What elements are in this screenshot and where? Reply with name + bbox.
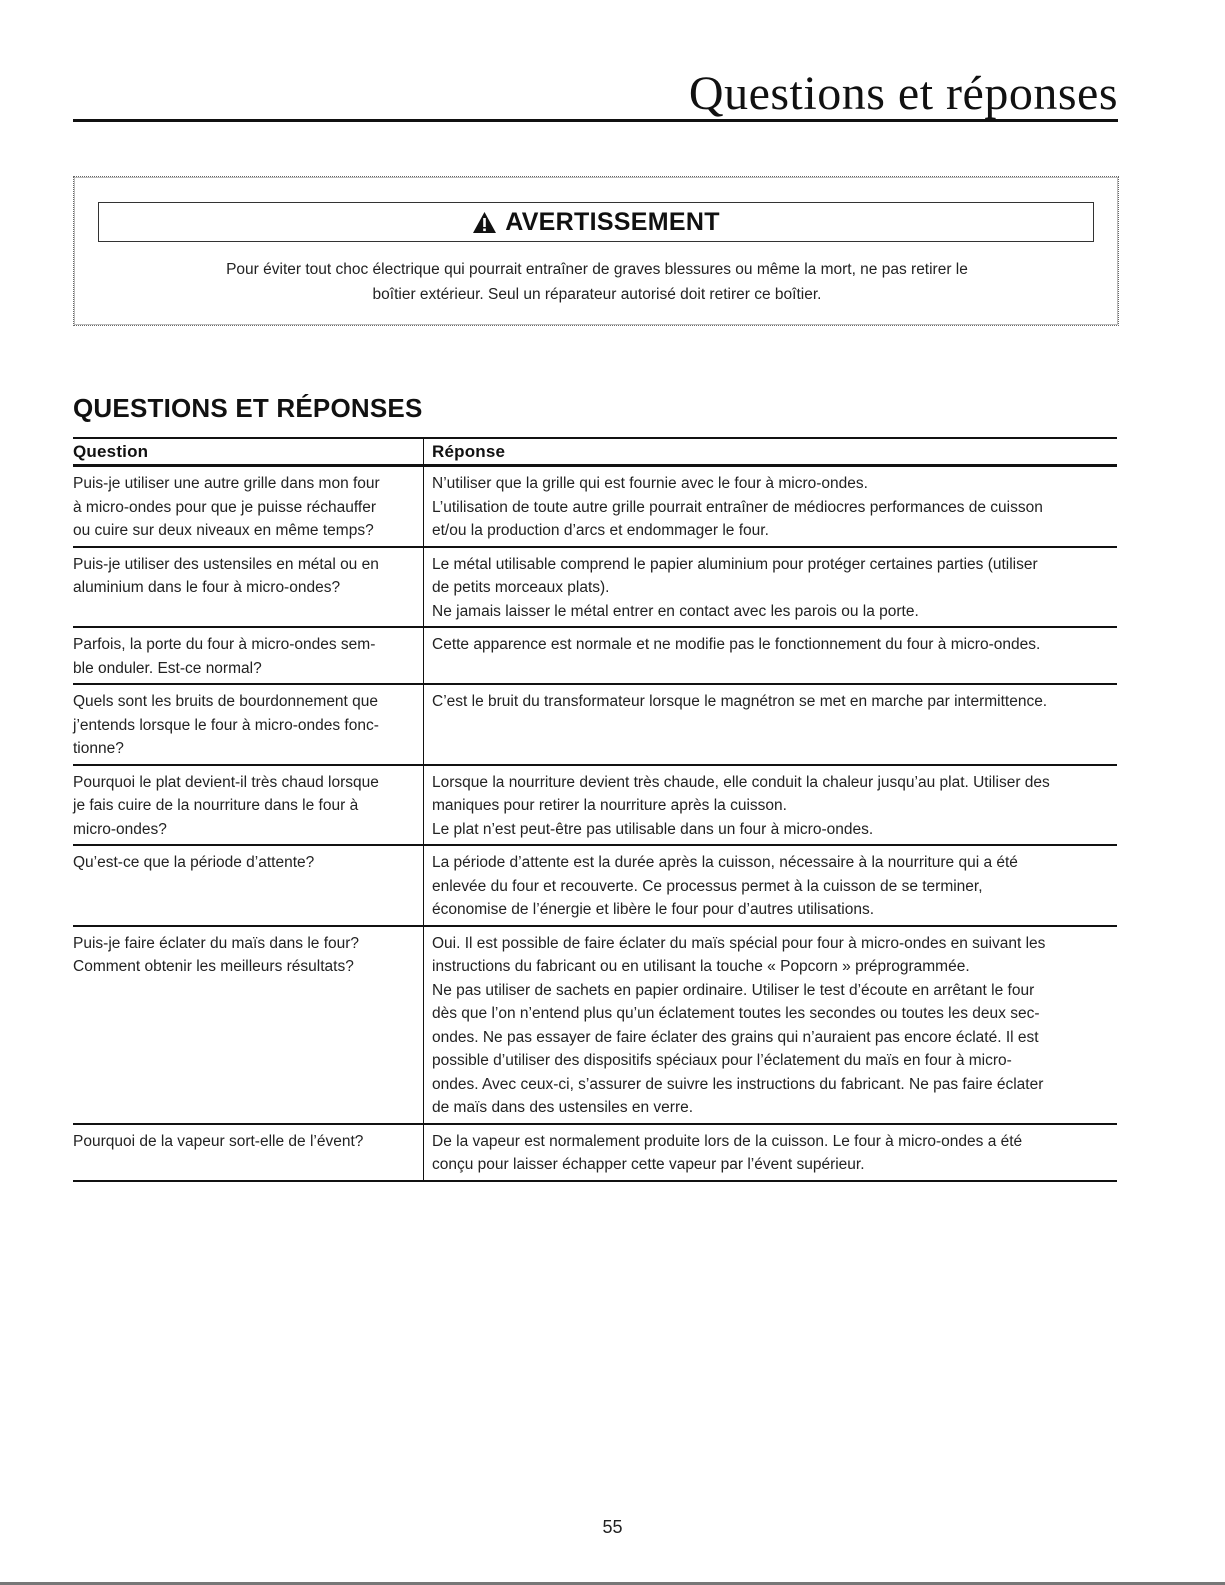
answer-line: Ne jamais laisser le métal entrer en contact avec les parois ou la porte. xyxy=(432,602,919,620)
table-row xyxy=(73,628,1117,685)
question-line: ou cuire sur deux niveaux en même temps? xyxy=(73,522,374,539)
question-line: Puis-je utiliser des ustensiles en métal ou en xyxy=(73,555,379,573)
question-line: Pourquoi le plat devient-il très chaud lorsque xyxy=(73,773,379,791)
answer-line: L’utilisation de toute autre grille pourrait entraîner de médiocres performances de cuisson xyxy=(432,498,1043,516)
question-cell xyxy=(73,628,423,683)
answer-cell xyxy=(423,766,1117,845)
question-cell xyxy=(73,548,423,627)
question-line: aluminium dans le four à micro-ondes? xyxy=(73,579,341,596)
table-row xyxy=(73,467,1117,548)
question-cell xyxy=(73,927,423,1123)
question-line: Puis-je utiliser une autre grille dans mon four xyxy=(73,475,380,492)
answer-cell xyxy=(423,467,1117,546)
answer-line: possible d’utiliser des dispositifs spéciaux pour l’éclatement du maïs en four à micro- xyxy=(432,1052,1012,1069)
question-column-header: Question xyxy=(73,442,149,461)
question-line: ble onduler. Est-ce normal? xyxy=(73,659,262,677)
table-row xyxy=(73,548,1117,629)
answer-line: Le plat n’est peut-être pas utilisable dans un four à micro-ondes. xyxy=(432,820,874,838)
table-row xyxy=(73,927,1117,1125)
warning-header xyxy=(98,202,1094,242)
table-row xyxy=(73,846,1117,927)
table-row xyxy=(73,685,1117,766)
qa-table xyxy=(73,437,1117,1182)
table-body xyxy=(73,467,1117,1182)
question-line: micro-ondes? xyxy=(73,820,167,838)
answer-line: De la vapeur est normalement produite lors de la cuisson. Le four à micro-ondes a été xyxy=(432,1132,1023,1150)
answer-line: économise de l’énergie et libère le four pour d’autres utilisations. xyxy=(432,901,874,918)
table-header-row xyxy=(73,439,1117,467)
answer-cell xyxy=(423,927,1117,1123)
answer-line: de petits morceaux plats). xyxy=(432,579,610,596)
answer-line: instructions du fabricant ou en utilisant la touche « Popcorn » préprogrammée. xyxy=(432,958,970,975)
answer-cell xyxy=(423,628,1117,683)
page-title: Questions et réponses xyxy=(688,67,1118,120)
page-number: 55 xyxy=(602,1517,623,1537)
question-cell xyxy=(73,846,423,925)
answer-line: et/ou la production d’arcs et endommager le four. xyxy=(432,522,769,539)
question-line: Pourquoi de la vapeur sort-elle de l’évent? xyxy=(73,1132,364,1150)
warning-body xyxy=(114,257,1080,307)
answer-line: ondes. Ne pas essayer de faire éclater des grains qui n’auraient pas encore éclaté. Il est xyxy=(432,1028,1039,1046)
question-line: Quels sont les bruits de bourdonnement que xyxy=(73,693,379,710)
answer-cell xyxy=(423,548,1117,627)
question-cell xyxy=(73,467,423,546)
answer-cell xyxy=(423,1125,1117,1180)
question-line: je fais cuire de la nourriture dans le four à xyxy=(73,797,359,814)
table-row xyxy=(73,1125,1117,1182)
answer-line: conçu pour laisser échapper cette vapeur par l’évent supérieur. xyxy=(432,1156,865,1173)
answer-line: Ne pas utiliser de sachets en papier ordinaire. Utiliser le test d’écoute en arrêtant le four xyxy=(432,981,1035,999)
question-line: Qu’est-ce que la période d’attente? xyxy=(73,854,315,871)
answer-line: Le métal utilisable comprend le papier aluminium pour protéger certaines parties (utiliser xyxy=(432,555,1038,573)
question-line: Comment obtenir les meilleurs résultats? xyxy=(73,958,354,975)
question-line: j’entends lorsque le four à micro-ondes fonc- xyxy=(73,716,379,734)
answer-line: de maïs dans des ustensiles en verre. xyxy=(432,1099,694,1116)
question-cell xyxy=(73,766,423,845)
answer-column-header: Réponse xyxy=(423,439,1117,464)
answer-line: Cette apparence est normale et ne modifie pas le fonctionnement du four à micro-ondes. xyxy=(432,636,1041,653)
answer-line: N’utiliser que la grille qui est fournie avec le four à micro-ondes. xyxy=(432,475,868,492)
answer-line: C’est le bruit du transformateur lorsque le magnétron se met en marche par intermittence. xyxy=(432,693,1048,710)
table-row xyxy=(73,766,1117,847)
warning-heading-text: AVERTISSEMENT xyxy=(505,207,720,236)
answer-line: dès que l’on n’entend plus qu’un éclatement toutes les secondes ou toutes les deux sec- xyxy=(432,1005,1040,1022)
question-line: Parfois, la porte du four à micro-ondes sem- xyxy=(73,636,376,653)
warning-box xyxy=(73,176,1119,326)
page-header xyxy=(73,62,1118,122)
question-cell xyxy=(73,1125,423,1180)
section-heading: QUESTIONS ET RÉPONSES xyxy=(73,393,423,423)
question-line: à micro-ondes pour que je puisse réchauffer xyxy=(73,498,376,516)
question-line: Puis-je faire éclater du maïs dans le four? xyxy=(73,934,360,952)
answer-line: La période d’attente est la durée après la cuisson, nécessaire à la nourriture qui a été xyxy=(432,854,1018,871)
answer-line: Lorsque la nourriture devient très chaude, elle conduit la chaleur jusqu’au plat. Utiliser des xyxy=(432,773,1050,791)
answer-cell xyxy=(423,685,1117,764)
answer-line: ondes. Avec ceux-ci, s’assurer de suivre les instructions du fabricant. Ne pas faire éclater xyxy=(432,1075,1044,1093)
warning-heading xyxy=(472,208,720,237)
question-line: tionne? xyxy=(73,740,124,757)
answer-line: maniques pour retirer la nourriture après la cuisson. xyxy=(432,797,787,814)
answer-line: Oui. Il est possible de faire éclater du maïs spécial pour four à micro-ondes en suivant les xyxy=(432,934,1046,952)
warning-triangle-icon xyxy=(472,211,497,234)
question-cell xyxy=(73,685,423,764)
warning-line: Pour éviter tout choc électrique qui pourrait entraîner de graves blessures ou même la mort, ne pas retirer le xyxy=(226,261,968,278)
warning-line: boîtier extérieur. Seul un réparateur autorisé doit retirer ce boîtier. xyxy=(372,286,822,303)
answer-line: enlevée du four et recouverte. Ce processus permet à la cuisson de se terminer, xyxy=(432,877,983,895)
answer-cell xyxy=(423,846,1117,925)
